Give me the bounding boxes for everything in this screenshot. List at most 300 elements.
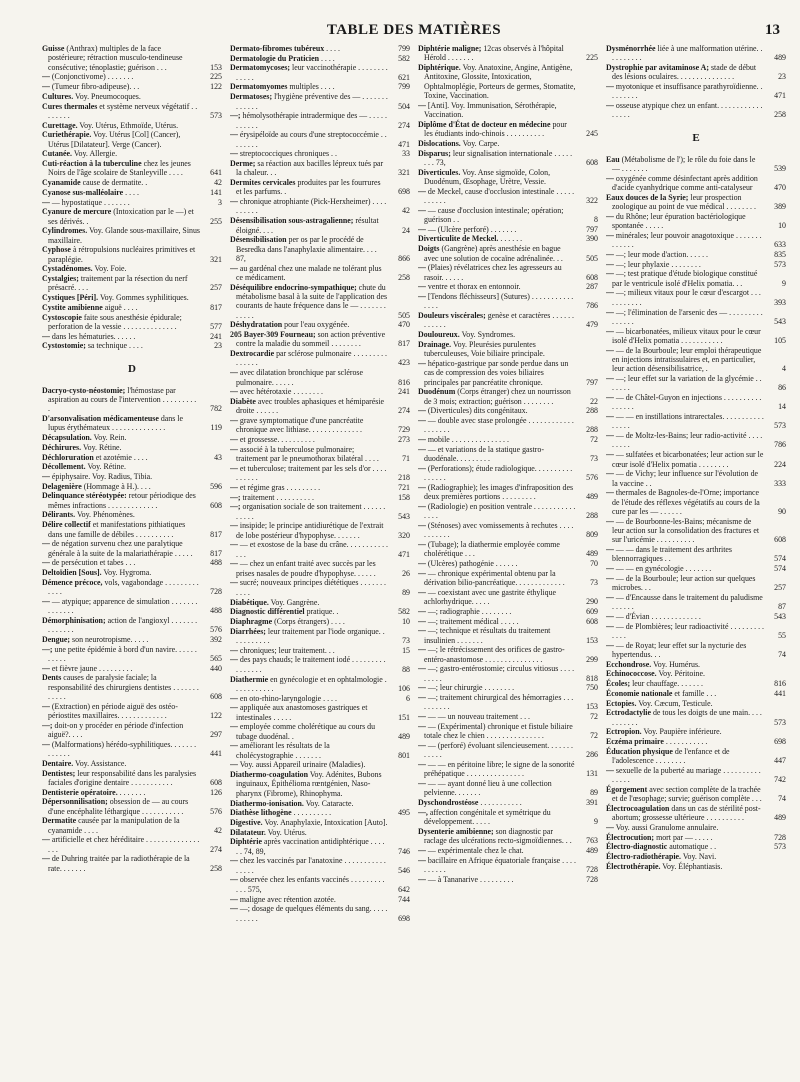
entry-text: — d'Évian . . . . . . . . . . . . .	[615, 611, 701, 621]
entry-text: dans le lupus érythémateux . . . . . . . . . . . . . .	[48, 414, 183, 433]
entry-page-number: 391	[586, 798, 598, 808]
entry-text: —; test pratique d'étude biologique constitué par le ventricule isolé d'Helix pomatia. . .	[612, 269, 758, 288]
index-entry	[606, 737, 786, 746]
entry-text: (Tubage); la diathermie employée comme cholérétique . . .	[424, 540, 560, 559]
entry-term: —	[418, 626, 426, 636]
entry-term: —	[42, 82, 50, 92]
index-entry	[606, 669, 786, 678]
entry-text: — (Ulcère perforé) . . . . . . .	[427, 224, 517, 234]
entry-text: — chronique expérimental obtenu par la dérivation bilio-pancréatique. . . . . . . . . . . . .	[424, 568, 565, 588]
entry-term: Dacryo-cysto-néostomie;	[42, 385, 126, 395]
entry-term: —;	[230, 492, 241, 502]
index-entry	[418, 44, 598, 63]
entry-text: employée comme cholérétique au cours du tubage duodénal. .	[236, 722, 376, 741]
page-header	[42, 0, 786, 44]
entry-page-number: 42	[214, 825, 222, 835]
index-entry	[230, 694, 410, 703]
entry-page-number: 287	[586, 282, 598, 292]
entry-page-number: 816	[398, 377, 410, 387]
entry-page-number: 470	[398, 320, 410, 330]
entry-term: —	[230, 435, 238, 445]
entry-text: . . . . . . . . . .	[293, 808, 332, 818]
entry-text: — de Vichy; leur influence sur l'évolution de la vaccine . .	[612, 469, 759, 488]
entry-term: Décapsulation.	[42, 433, 92, 443]
entry-term: Électrocution;	[606, 832, 655, 842]
entry-page-number: 22	[590, 396, 598, 406]
entry-term: Eaux douces de la Syrie;	[606, 192, 689, 202]
index-entry	[42, 616, 222, 635]
entry-text: Voy. Rétine.	[82, 442, 122, 452]
entry-text: Voy. Hygroma.	[103, 567, 152, 577]
entry-term: Délire collectif	[42, 520, 91, 530]
entry-term: —	[606, 488, 614, 498]
entry-text: (Diverticules) dits congénitaux.	[427, 406, 528, 416]
entry-text: —; traitement chirurgical des hémorragies . . . . . . . . . .	[424, 693, 574, 712]
entry-text: son diagnostic par raclage des ulcérations recto-sigmoïdiennes. . .	[424, 826, 572, 846]
entry-page-number: 543	[398, 511, 410, 521]
entry-text: —; dosage de quelques éléments du sang. . . . . . . . . . .	[236, 904, 388, 923]
entry-term: —	[606, 211, 614, 221]
entry-page-number: 274	[210, 844, 222, 854]
index-entry	[42, 673, 222, 701]
entry-page-number: 504	[398, 101, 410, 111]
entry-text: . . . . . . . . . . .	[480, 798, 522, 808]
entry-page-number: 333	[774, 478, 786, 488]
entry-text: (Plaies) révélatrices chez les agresseurs au rasoir. . . . . .	[424, 263, 562, 282]
entry-text: leur vaccinothérapie . . . . . . . . . . . . .	[236, 63, 388, 82]
entry-page-number: 608	[586, 616, 598, 626]
entry-term: Dyschondrostéose	[418, 798, 479, 808]
index-entry	[418, 664, 598, 683]
entry-page-number: 608	[210, 500, 222, 510]
entry-text: et régime gras . . . . . . . . .	[239, 482, 321, 492]
entry-page-number: 728	[774, 832, 786, 842]
entry-text: sa technique . . . .	[87, 341, 143, 351]
entry-page-number: 224	[774, 459, 786, 469]
entry-term: —	[606, 269, 614, 279]
index-entry	[230, 397, 410, 416]
entry-text: et système nerveux végétatif . . . . . . . .	[48, 101, 198, 120]
entry-page-number: 390	[586, 234, 598, 244]
entry-text: — à Tananarive . . . . . . . . .	[427, 874, 514, 884]
entry-text: obsession de — au cours d'une encéphalite léthargique . . . . . . . . . . .	[48, 797, 189, 816]
entry-term: —	[418, 760, 426, 770]
index-entry	[230, 578, 410, 597]
entry-page-number: 728	[586, 864, 598, 874]
entry-text: genèse et caractères . . . . . . . . . . . .	[424, 311, 575, 330]
entry-term: Cystite amibienne	[42, 302, 103, 312]
entry-page-number: 505	[398, 310, 410, 320]
index-entry	[606, 593, 786, 612]
index-entry	[606, 641, 786, 660]
entry-page-number: 797	[586, 224, 598, 234]
index-entry	[606, 842, 786, 851]
entry-page-number: 55	[778, 630, 786, 640]
index-entry	[606, 101, 786, 120]
entry-text: —; leur chirurgie . . . . . . . .	[427, 683, 515, 693]
entry-text: chroniques; leur traitement. . .	[239, 645, 335, 655]
index-entry	[230, 130, 410, 149]
entry-term: Duodénum	[418, 387, 456, 397]
index-entry	[230, 330, 410, 349]
index-entry	[606, 260, 786, 269]
entry-text: affection congénitale et symétrique du développement. . . . .	[424, 807, 551, 827]
entry-term: —	[230, 130, 238, 140]
entry-text: —; leur mode d'action. . . . . .	[615, 250, 709, 259]
index-entry	[606, 689, 786, 698]
index-entry	[42, 597, 222, 616]
entry-text: Voy. Anaphylaxie, Intoxication [Auto].	[264, 817, 388, 827]
index-entry	[606, 679, 786, 688]
index-entry	[418, 416, 598, 435]
entry-term: —	[42, 471, 50, 481]
entry-text: à rétropulsions nucléaires primitives et paraplégie.	[48, 245, 196, 264]
entry-term: —	[606, 431, 614, 441]
entry-text: en oto-rhino-laryngologie . . . .	[239, 693, 337, 703]
entry-text: mort par — . . . . .	[656, 832, 713, 842]
entry-term: —	[230, 263, 238, 273]
entry-term: —	[606, 469, 614, 479]
entry-term: Cyanure de mercure	[42, 207, 112, 217]
entry-text: produites par les fourrures et les parfums. .	[236, 178, 381, 197]
index-entry	[230, 111, 410, 130]
entry-page-number: 573	[774, 421, 786, 431]
entry-text: et famille . . .	[674, 688, 717, 698]
index-entry	[606, 374, 786, 393]
entry-page-number: 14	[778, 402, 786, 412]
index-entry	[230, 598, 410, 607]
entry-term: —	[230, 463, 238, 473]
entry-page-number: 141	[210, 187, 222, 197]
entry-page-number: 621	[398, 72, 410, 82]
entry-term: Dextrocardie	[230, 349, 275, 359]
index-entry	[230, 264, 410, 283]
entry-text: l'hémostase par aspiration au cours de l'intervention . . . . . . . . . .	[48, 385, 197, 414]
index-entry	[606, 327, 786, 346]
entry-term: Décollement.	[42, 462, 86, 472]
index-entry	[230, 703, 410, 722]
entry-term: —	[606, 412, 614, 422]
index-entry	[230, 540, 410, 559]
index-entry	[418, 445, 598, 464]
entry-term: —	[418, 282, 426, 292]
entry-term: Cylindromes.	[42, 226, 88, 236]
entry-term: —	[606, 393, 614, 403]
entry-page-number: 470	[774, 183, 786, 193]
entry-text: dans les hématuries. . . . . .	[51, 331, 136, 341]
index-entry	[418, 435, 598, 444]
entry-text: sa réaction aux bacilles lépreux tués par la chaleur. . .	[236, 159, 384, 178]
entry-term: Cyanamide	[42, 178, 81, 188]
entry-page-number: 582	[398, 53, 410, 63]
entry-term: Diagnostic différentiel	[230, 607, 305, 617]
index-entry	[418, 311, 598, 330]
entry-page-number: 225	[210, 72, 222, 82]
entry-term: —	[418, 779, 426, 789]
entry-page-number: 488	[210, 558, 222, 568]
index-entry	[230, 655, 410, 674]
entry-text: (Intoxication par le —) et ses dérivés. .	[48, 207, 194, 226]
index-entry	[418, 406, 598, 415]
index-entry	[230, 808, 410, 817]
index-entry	[230, 760, 410, 769]
entry-text: pour l'eau oxygénée.	[284, 320, 350, 330]
entry-text: streptococciques chroniques . .	[239, 149, 337, 159]
entry-term: —	[230, 444, 238, 454]
entry-page-number: 126	[210, 787, 222, 797]
entry-term: Douloureux.	[418, 330, 460, 340]
entry-text: résultat éloigné. . . .	[236, 216, 379, 235]
entry-term: Diverticules.	[418, 167, 461, 177]
entry-page-number: 817	[210, 529, 222, 539]
index-entry	[418, 206, 598, 225]
entry-text: — de Bourbonne-les-Bains; mécanisme de leur action sur la consolidation des fractures et sur l'uricémie . . . . . . . . . .	[612, 516, 760, 545]
entry-term: —	[418, 263, 426, 273]
entry-text: [Tendons fléchisseurs] (Sutures) . . . . . . . . . . . . . . .	[424, 292, 574, 311]
entry-page-number: 447	[774, 756, 786, 766]
entry-term: Cultures.	[42, 91, 74, 101]
letter-heading: E	[692, 131, 700, 144]
entry-text: (Malformations) hérédo-syphilitiques. . . . . . . . . . . . .	[48, 739, 197, 759]
entry-page-number: 866	[398, 253, 410, 263]
entry-term: —	[606, 573, 614, 583]
index-entry	[418, 693, 598, 712]
entry-page-number: 835	[774, 250, 786, 259]
entry-page-number: 10	[778, 221, 786, 231]
entry-page-number: 763	[586, 836, 598, 846]
entry-page-number: 90	[778, 506, 786, 516]
entry-term: Désensibilisation	[230, 235, 287, 245]
entry-term: —	[606, 173, 614, 183]
entry-page-number: 286	[586, 750, 598, 760]
entry-term: —	[418, 358, 426, 368]
entry-page-number: 153	[586, 635, 598, 645]
index-entry	[42, 198, 222, 207]
index-entry	[418, 120, 598, 139]
entry-text: et azotémie . . . .	[95, 452, 148, 462]
index-entry	[42, 769, 222, 788]
entry-page-number: 818	[586, 673, 598, 683]
entry-page-number: 786	[586, 301, 598, 311]
entry-text: Voy. Navi.	[682, 852, 717, 862]
entry-text: . . . . . .	[500, 234, 523, 244]
index-entry	[418, 387, 598, 406]
entry-term: —	[606, 374, 614, 383]
entry-text: maligne avec rétention azotée.	[239, 894, 336, 904]
index-entry	[42, 702, 222, 721]
entry-term: Dentaire.	[42, 758, 74, 768]
index-entry	[42, 635, 222, 644]
entry-term: —	[42, 663, 50, 673]
entry-page-number: 423	[398, 358, 410, 368]
entry-text: de Meckel, cause d'occlusion intestinale . . . . . . . . . . .	[424, 186, 575, 205]
entry-text: épiphysaire. Voy. Radius, Tibia.	[51, 471, 153, 481]
entry-text: (Perforations); étude radiologique. . . . . . . . . . . . . . . .	[424, 463, 573, 483]
index-entry	[606, 804, 786, 823]
index-column-2	[230, 44, 410, 1068]
entry-text: — atypique; apparence de simulation . . . . . . . . . . . . . .	[48, 596, 198, 616]
entry-text: Voy. aussi Appareil urinaire (Maladies).	[239, 760, 366, 770]
entry-text: — et exostose de la base du crâne. . . . . . . . . . . . . .	[236, 540, 389, 559]
entry-term: Doigts	[418, 244, 440, 254]
entry-text: Voy. Péritoine.	[658, 669, 705, 679]
entry-term: —	[418, 568, 426, 578]
entry-text: —; gastro-entérostomie; circulus vitiosus . . . . . . . . .	[424, 664, 575, 683]
index-entry	[418, 559, 598, 568]
entry-text: . . . .	[326, 44, 340, 53]
entry-page-number: 321	[398, 168, 410, 178]
entry-text: chez les vaccinés par l'anatoxine . . . . . . . . . . . . . . . .	[236, 856, 386, 875]
entry-term: Diphtérie	[230, 837, 262, 847]
index-entry	[606, 393, 786, 412]
index-entry	[418, 483, 598, 502]
index-entry	[418, 875, 598, 884]
entry-text: une petite épidémie à bord d'un navire. . . . . . . . . . .	[48, 644, 197, 663]
entry-term: —	[418, 520, 426, 530]
index-entry	[606, 450, 786, 469]
entry-page-number: 288	[586, 511, 598, 521]
entry-text: —; leur effet sur la variation de la glycémie . . . . . . .	[612, 374, 762, 393]
entry-page-number: 441	[210, 749, 222, 759]
entry-text: leur signalisation internationale . . . . . . . . 73,	[424, 148, 573, 167]
entry-term: —	[606, 345, 614, 355]
entry-page-number: 495	[398, 808, 410, 818]
entry-text: Voy. Phénomènes.	[76, 510, 135, 520]
entry-page-number: 288	[586, 425, 598, 435]
entry-text: —; technique et résultats du traitement insulinien . . . . . . .	[424, 626, 551, 645]
running-title: TABLE DES MATIÈRES	[326, 22, 502, 38]
entry-term: —	[42, 558, 50, 568]
entry-text: — — dans le traitement des arthrites blennorragiques . .	[612, 545, 733, 564]
entry-term: Ectrodactylie	[606, 708, 651, 718]
entry-text: avec hétérotaxie . . . . . . . .	[239, 387, 323, 397]
entry-term: —	[418, 587, 426, 597]
entry-text: — chez un enfant traité avec succès par les prises nasales de poudre d'hypophyse. . . . . .	[236, 559, 376, 578]
entry-page-number: 87	[778, 602, 786, 612]
entry-text: minérales; leur pouvoir anagotoxique . . . . . . . . . . . . .	[612, 230, 762, 250]
entry-text: myotonique et insuffisance parathyroïdienne. . . . . . . . .	[612, 82, 763, 101]
entry-term: —	[606, 564, 614, 574]
entry-page-number: 86	[778, 383, 786, 393]
index-entry	[606, 622, 786, 641]
entry-page-number: 33	[402, 149, 410, 159]
entry-text: avec dilatation bronchique par sclérose pulmonaire. . . . . .	[236, 368, 364, 387]
index-entry	[606, 699, 786, 708]
entry-term: —	[606, 101, 614, 111]
entry-text: — sulfatées et bicarbonatées; leur action sur le cœur isolé d'Helix pomatia . . . . . . . .	[612, 450, 764, 469]
entry-text: pour les étudiants indo-chinois . . . . . . . . . .	[424, 119, 567, 139]
entry-text: causée par la manipulation de la cyanamide . . . .	[48, 816, 180, 835]
index-entry	[418, 502, 598, 521]
entry-text: chute du métabolisme basal à la suite de l'application des courants de haute fréquence dans le — . . . . . . . . . . . .	[236, 282, 388, 320]
entry-text: hémolysothérapie intradermique des — . . . . . . . . . . .	[236, 111, 387, 130]
entry-term: D'arsonvalisation médicamenteuse	[42, 414, 159, 424]
entry-term: Déshydratation	[230, 320, 283, 330]
entry-page-number: 576	[210, 806, 222, 816]
entry-term: —	[230, 482, 238, 492]
entry-term: Douleurs viscérales;	[418, 311, 486, 321]
entry-term: —	[418, 712, 426, 722]
entry-term: —	[230, 693, 238, 703]
entry-page-number: 488	[210, 606, 222, 616]
entry-term: Cystadénomes.	[42, 264, 93, 274]
entry-text: Voy. Cataracte.	[305, 798, 354, 808]
entry-term: Dislocations.	[418, 138, 461, 148]
entry-page-number: 106	[398, 683, 410, 693]
index-entry	[606, 155, 786, 174]
entry-text: Voy. Utérus.	[267, 827, 307, 837]
entry-term: —	[230, 645, 238, 655]
entry-text: — — ayant donné lieu à une collection pelvienne. . . . . . .	[424, 779, 552, 798]
entry-page-number: 88	[402, 664, 410, 674]
entry-term: —	[606, 621, 614, 631]
entry-term: —	[418, 463, 426, 473]
entry-page-number: 122	[210, 82, 222, 92]
entry-page-number: 728	[586, 874, 598, 884]
entry-page-number: 744	[398, 894, 410, 904]
index-entry	[606, 193, 786, 212]
entry-text: appliquée aux anastomoses gastriques et intestinales . . . . .	[236, 703, 368, 722]
entry-page-number: 225	[586, 53, 598, 63]
entry-term: Dengue;	[42, 634, 71, 644]
index-entry	[418, 798, 598, 807]
index-entry	[230, 483, 410, 492]
entry-page-number: 74	[778, 649, 786, 659]
index-entry	[230, 149, 410, 158]
entry-page-number: 642	[398, 884, 410, 894]
entry-text: leur responsabilité dans les paralysies faciales d'origine dentaire . . . . . . . . . . .	[48, 768, 197, 787]
entry-term: —	[230, 741, 238, 751]
entry-term: —	[230, 703, 238, 713]
entry-term: —	[418, 444, 426, 454]
index-entry	[606, 852, 786, 861]
entry-text: Voy. Glande sous-maxillaire, Sinus maxillaire.	[48, 226, 200, 245]
index-entry	[418, 263, 598, 282]
entry-page-number: 797	[586, 377, 598, 387]
entry-page-number: 241	[210, 331, 222, 341]
index-entry	[42, 341, 222, 350]
entry-term: —	[230, 387, 238, 397]
entry-text: traitement . . . . . . . . . .	[242, 492, 314, 502]
entry-term: Diathermie	[230, 674, 269, 684]
entry-term: —,	[418, 807, 428, 817]
entry-term: Diathermo-ionisation.	[230, 798, 304, 808]
index-entry	[418, 645, 598, 664]
entry-text: l'hygiène préventive des — . . . . . . . . . . . . .	[236, 92, 388, 111]
entry-text: . . . . . . .	[119, 787, 146, 797]
entry-text: avec section complète de la trachée et de l'œsophage; survie; guérison complète . . .	[612, 784, 762, 804]
entry-text: hépatico-gastrique par sonde perdue dans un cas de compression des voies biliaires principales par pancréatite chronique.	[424, 358, 569, 387]
entry-term: —	[230, 722, 238, 732]
entry-term: —	[606, 307, 614, 317]
entry-text: Voy. Syndromes.	[461, 330, 516, 340]
entry-page-number: 633	[774, 240, 786, 250]
entry-page-number: 297	[210, 730, 222, 740]
index-entry	[230, 741, 410, 760]
entry-page-number: 441	[774, 688, 786, 698]
entry-page-number: 565	[210, 653, 222, 663]
index-entry	[42, 293, 222, 302]
entry-page-number: 4	[782, 364, 786, 374]
entry-page-number: 153	[586, 702, 598, 712]
entry-page-number: 489	[586, 492, 598, 502]
index-entry	[230, 799, 410, 808]
entry-text: — bicarbonatées, milieux vitaux pour le cœur isolé d'Helix pomatia . . . . . . . . . . .	[612, 326, 761, 345]
entry-text: aiguë . . . .	[104, 302, 138, 312]
entry-term: —;	[230, 111, 241, 121]
entry-page-number: 122	[210, 711, 222, 721]
index-column-4	[606, 44, 786, 1068]
